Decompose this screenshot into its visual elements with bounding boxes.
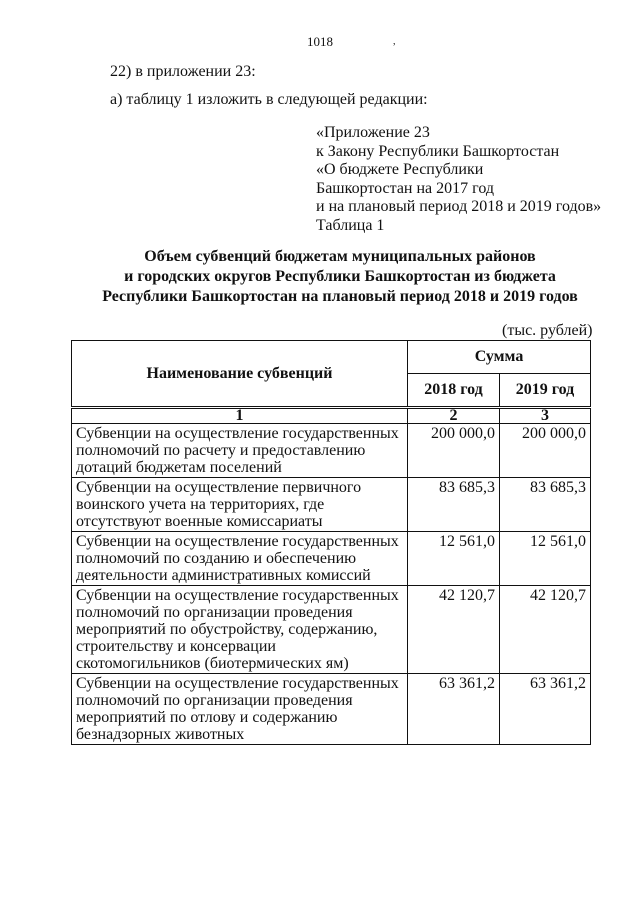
appendix-line: к Закону Республики Башкортостан (316, 142, 560, 160)
instruction-text: а) таблицу 1 изложить в следующей редакции: (110, 91, 428, 108)
amount-2018: 200 000,0 (408, 424, 500, 478)
title-line: Республики Башкортостан на плановый период 2018 и 2019 годов (102, 288, 578, 305)
page-number: 1018 (307, 34, 333, 49)
title-line: Объем субвенций бюджетам муниципальных районов (144, 248, 536, 265)
amount-2019: 42 120,7 (500, 586, 591, 674)
appendix-line: Башкортостан на 2017 год (316, 179, 494, 197)
header-year-2018: 2018 год (408, 374, 500, 408)
amount-2018: 42 120,7 (408, 586, 500, 674)
column-number-row (72, 408, 591, 424)
subvention-name: Субвенции на осуществление государственных полномочий по организации проведения мероприятий по обустройству, содержанию, строительству и консервации скотомогильников (биотермических ям) (72, 586, 408, 674)
appendix-reference (316, 124, 601, 235)
column-number: 1 (72, 408, 408, 424)
appendix-line: и на плановый период 2018 и 2019 годов» (316, 198, 602, 215)
column-number: 3 (500, 408, 591, 424)
table-row (72, 424, 591, 478)
document-title (60, 247, 620, 307)
title-line: и городских округов Республики Башкортостан из бюджета (124, 268, 556, 285)
header-year-2019: 2019 год (500, 374, 591, 408)
subvention-name: Субвенции на осуществление государственных полномочий по расчету и предоставлению дотаций бюджетам поселений (72, 424, 408, 478)
stray-mark: , (393, 36, 396, 47)
amount-2018: 12 561,0 (408, 532, 500, 586)
column-number: 2 (408, 408, 500, 424)
header-name: Наименование субвенций (72, 341, 408, 408)
table-row (72, 674, 591, 745)
amount-2018: 83 685,3 (408, 478, 500, 532)
subventions-table (71, 340, 591, 745)
amount-2018: 63 361,2 (408, 674, 500, 745)
subvention-name: Субвенции на осуществление государственных полномочий по организации проведения мероприятий по отлову и содержанию безнадзорных животных (72, 674, 408, 745)
amount-2019: 12 561,0 (500, 532, 591, 586)
subvention-name: Субвенции на осуществление первичного воинского учета на территориях, где отсутствуют военные комиссариаты (72, 478, 408, 532)
amount-2019: 83 685,3 (500, 478, 591, 532)
units-label: (тыс. рублей) (502, 322, 593, 339)
header-sum: Сумма (408, 341, 591, 374)
table-label: Таблица 1 (316, 216, 385, 234)
amount-2019: 200 000,0 (500, 424, 591, 478)
table-row (72, 586, 591, 674)
appendix-line: «Приложение 23 (316, 124, 430, 141)
table-row (72, 478, 591, 532)
amount-2019: 63 361,2 (500, 674, 591, 745)
item-heading: 22) в приложении 23: (110, 63, 256, 80)
appendix-line: «О бюджете Республики (316, 161, 484, 178)
subvention-name: Субвенции на осуществление государственных полномочий по созданию и обеспечению деятельности административных комиссий (72, 532, 408, 586)
table-row (72, 532, 591, 586)
